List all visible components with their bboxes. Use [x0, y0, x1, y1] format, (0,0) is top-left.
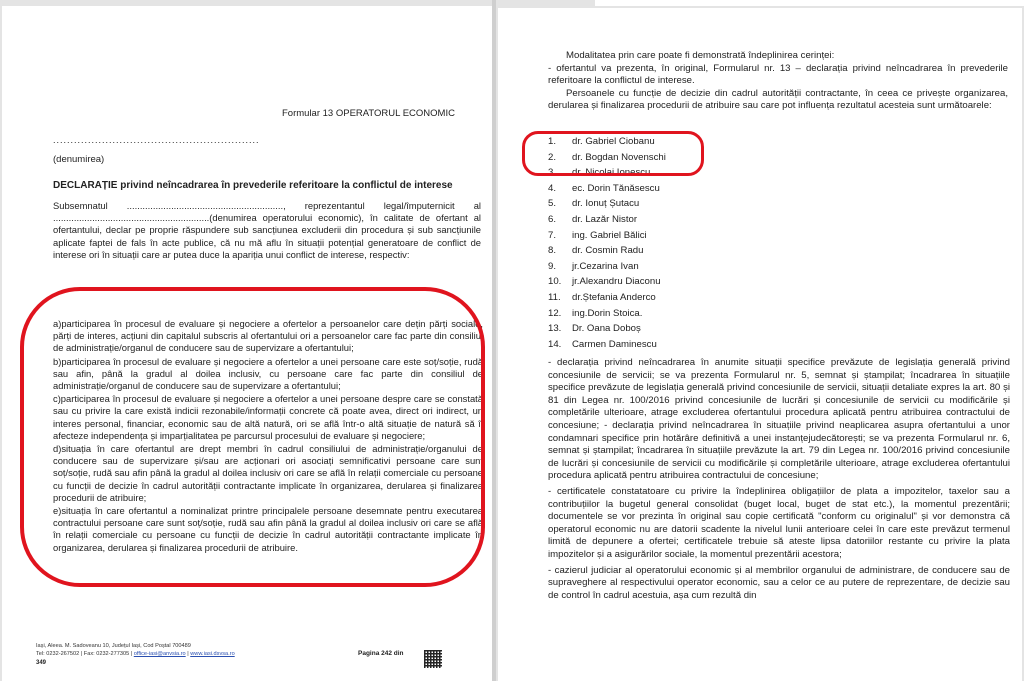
requirement-intro	[548, 50, 1008, 113]
person-name: dr. Ionuț Șutacu	[572, 198, 640, 210]
conflict-item-e: e)situația în care ofertantul a nominalizat printre principalele persoane desemnate pentru executarea contractului persoane care sunt soț/soție, rudă sau afin până la gradul al doilea inclusiv ori care se află în relații comerciale cu persoane cu funcții de decizie în cadrul autorității contractante implicate în organizarea, derularea și finalizarea procedurii de atribuire.	[53, 505, 483, 553]
requirement-line: Modalitatea prin care poate fi demonstrată îndeplinirea cerinței:	[566, 50, 835, 61]
footer-address	[36, 642, 235, 658]
declaration-requirements-paragraph: - declarația privind neîncadrarea în anumite situații specifice prevăzute de legislația generală privind concesiunile de servicii; se va prezenta Formularul nr. 5, semnat și ștampilat; încadrarea în situațiile specifice prevăzute de legislația generală privind concesiunile de servicii, situații detaliate expres la art. 80 și 81 din Legea nr. 100/2016 privind concesiunile de lucrări și concesiunile de servicii cu modificările și completările ulterioare, atrage excluderea ofertantului procedura aplicată pentru atribuirea contractului de concesiune; - declarația privind neîncadrarea în situațiile privind neaplicarea asupra ofertantului a unor condamnari specifice prin hotărâre definitivă a unei instanțejudecătorești; se va prezenta Formularul nr. 6, semnat și ștampilat; încadrarea în situațiile prevăzute la art. 79 din Legea nr. 100/2016 privind concesiunile de lucrări și concesiunile de servicii cu modificările și completările ulterioare, atrage excluderea ofertantului procedura aplicată pentru atribuirea contractului de concesiune;	[548, 357, 1010, 482]
person-name: dr. Cosmin Radu	[572, 245, 644, 257]
declaration-title-rest: privind neîncadrarea în prevederile referitoare la conflictul de interese	[117, 180, 453, 191]
footer-contact-line	[36, 650, 235, 658]
list-item: 3. dr. Nicolai Ionescu	[548, 165, 848, 181]
declaration-title-bold: DECLARAȚIE	[53, 180, 118, 191]
footer-page-number: Pagina 242 din	[358, 650, 404, 657]
declaration-intro	[53, 200, 481, 261]
person-name: dr.Ștefania Anderco	[572, 291, 656, 303]
list-item: 12. ing.Dorin Stoica.	[548, 306, 848, 322]
person-name: Carmen Daminescu	[572, 338, 657, 350]
person-name: dr. Gabriel Ciobanu	[572, 136, 655, 147]
person-name: dr. Bogdan Novenschi	[572, 151, 666, 163]
red-highlight-oval-conflicts	[20, 287, 485, 587]
intro-paragraph: Subsemnatul ............................................................, reprezentantul legal/împuternicit al ............................................................(denumirea operatorului economic), în calitate de ofertant al ofertantului, declar pe proprie răspundere sub sancțiunea excluderii din procedura și sub sancțiunile aplicate faptei de fals în acte publice, că nu mă aflu în situații potențial generatoare de conflict de interese ori în situații care ar putea duce la apariția unui conflict de interese, respectiv:	[53, 200, 481, 260]
persons-intro: Persoanele cu funcție de decizie din cadrul autorității contractante, în ceea ce privește organizarea, derularea și finalizarea procedurii de atribuire sau care pot influența rezultatul acesteia sunt următoarele:	[548, 87, 1008, 112]
footer-separator: |	[185, 651, 191, 657]
list-item: 7. ing. Gabriel Bălici	[548, 228, 848, 244]
denumirea-label: (denumirea)	[53, 154, 105, 165]
footer-email-link[interactable]: office-iasi@anvsia.ro	[133, 651, 186, 657]
list-item: 14. Carmen Daminescu	[548, 337, 848, 353]
footer-web-link[interactable]: www.iasi.dsvsa.ro	[190, 651, 235, 657]
list-item: 13. Dr. Oana Doboș	[548, 321, 848, 337]
person-name: jr.Cezarina Ivan	[572, 260, 639, 272]
list-item: 6. dr. Lazăr Nistor	[548, 212, 848, 228]
qr-code-icon	[424, 650, 442, 668]
list-item: 11. dr.Ștefania Anderco	[548, 290, 848, 306]
page-gutter	[492, 0, 496, 681]
top-strip	[595, 0, 1024, 6]
dots-line: ...........................................................	[53, 135, 260, 145]
person-name: ing.Dorin Stoica.	[572, 307, 643, 319]
conflict-item-c: c)participarea în procesul de evaluare și negociere a ofertelor a unei persoane despre care se constată sau cu privire la care există indicii rezonabile/informații concrete că poate avea, direct ori indirect, un interes personal, financiar, economic sau de altă natură, ori se află într-o altă situație de natură să îi afecteze independența și imparțialitatea pe parcursul procesului de evaluare și negociere;	[53, 393, 483, 441]
conflict-item-d: d)situația în care ofertantul are drept membri în cadrul consiliului de administrație/organului de conducere sau de supervizare și/sau are acționari ori asociați semnificativi persoane care sunt soț/soție, rudă sau afin până la gradul al doilea inclusiv ori care se află în relații comerciale cu persoane cu funcții de decizie în cadrul autorității contractante implicate în organizarea, derularea și finalizarea procedurii de atribuire;	[53, 443, 483, 503]
conflict-item-b: b)participarea în procesul de evaluare și negociere a ofertelor a unei persoane care este soț/soție, rudă sau afin, până la gradul al doilea inclusiv, cu persoane care fac parte din consiliul de administrație/organul de conducere sau de supervizare a ofertantului;	[53, 355, 483, 392]
list-item: 5. dr. Ionuț Șutacu	[548, 196, 848, 212]
form-header: Formular 13 OPERATORUL ECONOMIC	[282, 108, 455, 119]
requirement-form-line: - ofertantul va prezenta, în original, Formularul nr. 13 – declarația privind neîncadrarea în prevederile referitoare la conflictul de interese.	[548, 62, 1008, 87]
person-name: jr.Alexandru Diaconu	[572, 276, 661, 288]
list-item: 2. dr. Bogdan Novenschi	[548, 150, 848, 166]
declaration-title	[53, 180, 483, 191]
tax-certificates-paragraph: - certificatele constatatoare cu privire la îndeplinirea obligațiilor de plata a impozitelor, taxelor sau a contribuțiilor la bugetul general consolidat (buget local, buget de stat etc.), la momentul prezentării; documentele se vor prezinta în original sau copie certificată "conform cu originalul" și vor demonstra că operatorul economic nu are datorii scadente la nivelul lunii anterioare celei în care este prevăzut termenul limită de depunere a ofertei; certificatele trebuie să ateste lipsa datoriilor restante cu privire la plata impozitelor și a asigurărilor sociale, la momentul prezentării acestora;	[548, 485, 1010, 560]
requirements-body	[548, 357, 1010, 605]
list-item: 8. dr. Cosmin Radu	[548, 243, 848, 259]
criminal-record-paragraph: - cazierul judiciar al operatorului economic și al membrilor organului de administrare, de conducere sau de supraveghere al respectivului operator economic, sau a celor ce au putere de reprezentare, de decizie sau de control în cadrul acestuia, așa cum rezultă din	[548, 564, 1010, 601]
conflict-item-a: a)participarea în procesul de evaluare și negociere a ofertelor a persoanelor care dețin părți sociale, părți de interes, acțiuni din capitalul subscris al ofertantului ori a persoanelor care fac parte din consiliul de administrație/organul de conducere sau de supervizare a ofertantului;	[53, 318, 483, 354]
footer-tel-fax: Tel: 0232-267502 | Fax: 0232-277305 |	[36, 651, 134, 657]
person-name: dr. Nicolai Ionescu	[572, 167, 651, 179]
list-item: 4. ec. Dorin Tănăsescu	[548, 181, 848, 197]
list-item: 9. jr.Cezarina Ivan	[548, 259, 848, 275]
person-name: ing. Gabriel Bălici	[572, 229, 647, 241]
footer-page-total: 349	[36, 660, 47, 666]
footer-address-line: Iași, Aleea. M. Sadoveanu 10, Județul Iași, Cod Poștal 700489	[36, 643, 191, 649]
person-name: Dr. Oana Doboș	[572, 323, 641, 335]
person-name: ec. Dorin Tănăsescu	[572, 182, 660, 194]
list-item: 1. dr. Gabriel Ciobanu	[548, 134, 848, 150]
list-item: 10. jr.Alexandru Diaconu	[548, 274, 848, 290]
person-name: dr. Lazăr Nistor	[572, 213, 638, 225]
red-highlight-oval-names	[522, 131, 704, 176]
